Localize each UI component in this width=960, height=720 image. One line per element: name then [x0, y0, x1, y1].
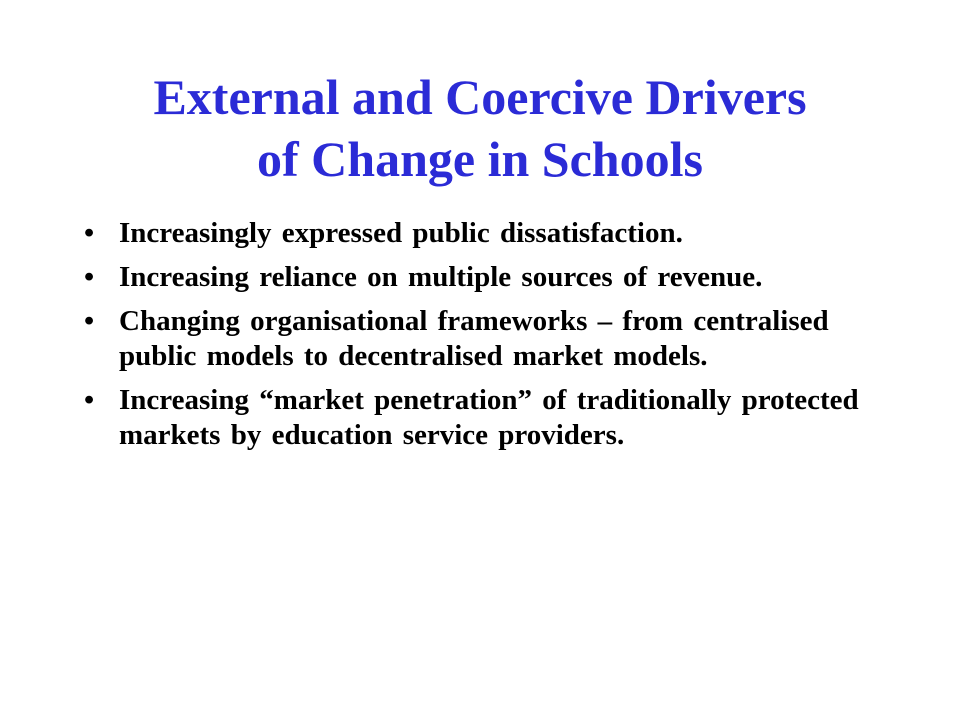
bullet-item [84, 216, 884, 251]
bullet-item [84, 304, 884, 374]
bullet-icon: • [84, 305, 95, 337]
bullet-list [84, 216, 884, 462]
bullet-item [84, 260, 884, 295]
slide-title [40, 66, 920, 190]
bullet-icon: • [84, 217, 95, 249]
bullet-item [84, 383, 884, 453]
bullet-text: Increasingly expressed public dissatisfaction. [119, 217, 683, 249]
bullet-text: Changing organisational frameworks – from centralised public models to decentralised market models. [119, 305, 829, 372]
slide-title-line-1: External and Coercive Drivers [153, 69, 807, 125]
bullet-icon: • [84, 261, 95, 293]
bullet-text: Increasing “market penetration” of traditionally protected markets by education service providers. [119, 384, 859, 451]
bullet-text: Increasing reliance on multiple sources of revenue. [119, 261, 763, 293]
slide-title-line-2: of Change in Schools [257, 131, 703, 187]
bullet-icon: • [84, 384, 95, 416]
